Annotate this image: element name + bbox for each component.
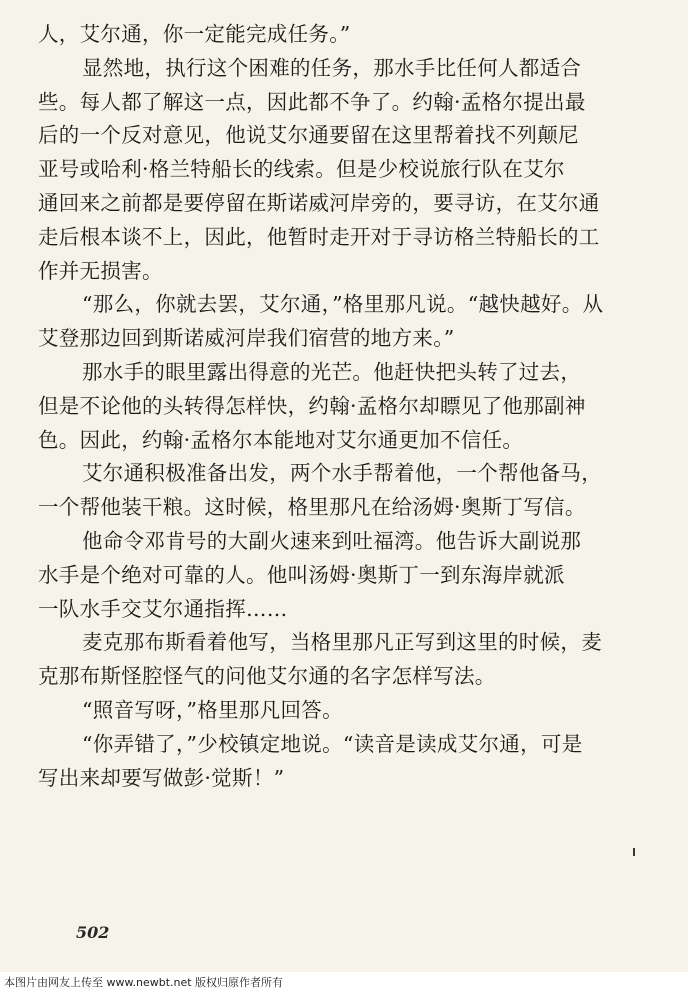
text-line: 一个帮他装干粮。这时候，格里那凡在给汤姆·奥斯丁写信。 <box>38 495 586 520</box>
text-line: 他命令邓肯号的大副火速来到吐福湾。他告诉大副说那 <box>82 528 582 553</box>
text-line: 通回来之前都是要停留在斯诺威河岸旁的，要寻访，在艾尔通 <box>38 190 600 215</box>
text-line: “照音写呀，”格里那凡回答。 <box>82 697 343 722</box>
text-line: 色。因此，约翰·孟格尔本能地对艾尔通更加不信任。 <box>38 427 524 452</box>
body-text <box>38 18 660 795</box>
text-line: “你弄错了，”少校镇定地说。“读音是读成艾尔通，可是 <box>82 731 583 756</box>
source-notice: 本图片由网友上传至 www.newbt.net 版权归原作者所有 <box>0 972 688 993</box>
text-line: 人，艾尔通，你一定能完成任务。” <box>38 22 351 46</box>
ink-mark <box>633 848 635 856</box>
text-line: 亚号或哈利·格兰特船长的线索。但是少校说旅行队在艾尔 <box>38 157 565 182</box>
text-line: 后的一个反对意见，他说艾尔通要留在这里帮着找不列颠尼 <box>38 123 579 148</box>
page-number: 502 <box>76 923 110 942</box>
text-line: 但是不论他的头转得怎样快，约翰·孟格尔却瞟见了他那副神 <box>38 393 586 418</box>
text-line: 一队水手交艾尔通指挥…… <box>38 596 288 621</box>
text-line: 艾尔通积极准备出发，两个水手帮着他，一个帮他备马， <box>82 461 602 486</box>
text-line: 些。每人都了解这一点，因此都不争了。约翰·孟格尔提出最 <box>38 89 586 114</box>
text-line: 艾登那边回到斯诺威河岸我们宿营的地方来。” <box>38 326 455 351</box>
text-line: 走后根本谈不上，因此，他暂时走开对于寻访格兰特船长的工 <box>38 224 600 249</box>
text-line: “那么，你就去罢，艾尔通，”格里那凡说。“越快越好。从 <box>82 292 604 317</box>
text-line: 写出来却要写做彭·觉斯！” <box>38 765 285 790</box>
text-line: 麦克那布斯看着他写，当格里那凡正写到这里的时候，麦 <box>82 630 602 655</box>
text-line: 显然地，执行这个困难的任务，那水手比任何人都适合 <box>82 55 582 80</box>
text-line: 作并无损害。 <box>38 258 163 283</box>
text-line: 克那布斯怪腔怪气的问他艾尔通的名字怎样写法。 <box>38 664 496 689</box>
text-line: 那水手的眼里露出得意的光芒。他赶快把头转了过去， <box>82 359 582 384</box>
text-line: 水手是个绝对可靠的人。他叫汤姆·奥斯丁一到东海岸就派 <box>38 562 565 587</box>
